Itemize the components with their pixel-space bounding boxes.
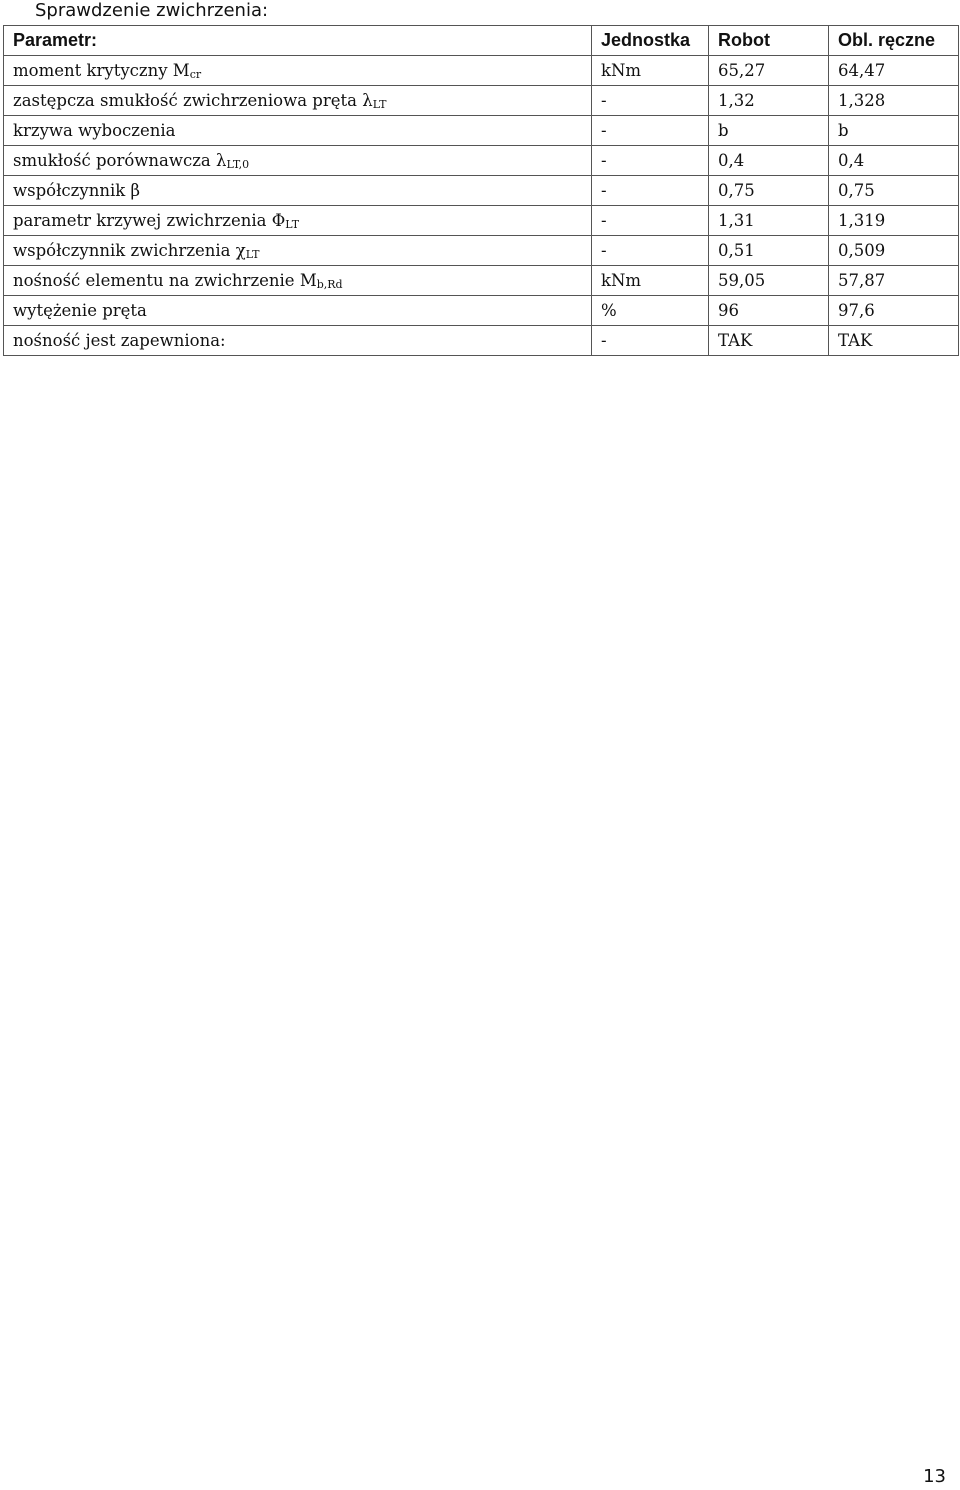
parameter-subscript: cr: [189, 68, 202, 81]
table-row: [4, 116, 959, 146]
cell-unit: -: [592, 116, 709, 146]
parameter-subscript: LT: [285, 218, 300, 231]
table-row: [4, 206, 959, 236]
cell-manual: 0,75: [829, 176, 959, 206]
cell-manual: b: [829, 116, 959, 146]
cell-robot: 0,4: [709, 146, 829, 176]
cell-robot: TAK: [709, 326, 829, 356]
cell-robot: 96: [709, 296, 829, 326]
parameter-subscript: LT: [245, 248, 260, 261]
parameter-label: smukłość porównawcza λ: [13, 151, 227, 170]
table-row: [4, 296, 959, 326]
table-row: [4, 176, 959, 206]
parameter-label: moment krytyczny M: [13, 61, 190, 80]
table-header-row: [4, 26, 959, 56]
cell-robot: 65,27: [709, 56, 829, 86]
header-parameter: Parametr:: [4, 26, 592, 56]
cell-unit: -: [592, 206, 709, 236]
cell-robot: 0,75: [709, 176, 829, 206]
cell-manual: TAK: [829, 326, 959, 356]
cell-unit: -: [592, 326, 709, 356]
cell-parameter: [4, 296, 592, 326]
parameter-label: krzywa wyboczenia: [13, 121, 176, 140]
cell-unit: -: [592, 146, 709, 176]
parameter-subscript: b,Rd: [316, 278, 343, 291]
parameter-label: współczynnik zwichrzenia χ: [13, 241, 246, 260]
cell-manual: 0,4: [829, 146, 959, 176]
cell-manual: 64,47: [829, 56, 959, 86]
cell-parameter: [4, 56, 592, 86]
parameter-label: współczynnik β: [13, 181, 141, 200]
header-unit: Jednostka: [592, 26, 709, 56]
cell-parameter: [4, 206, 592, 236]
cell-robot: 1,32: [709, 86, 829, 116]
cell-manual: 57,87: [829, 266, 959, 296]
cell-manual: 0,509: [829, 236, 959, 266]
table-row: [4, 236, 959, 266]
cell-robot: 0,51: [709, 236, 829, 266]
cell-unit: %: [592, 296, 709, 326]
table-row: [4, 326, 959, 356]
cell-manual: 1,319: [829, 206, 959, 236]
cell-manual: 97,6: [829, 296, 959, 326]
parameter-label: parametr krzywej zwichrzenia Φ: [13, 211, 286, 230]
table-row: [4, 56, 959, 86]
header-robot: Robot: [709, 26, 829, 56]
parameter-label: wytężenie pręta: [13, 301, 147, 320]
cell-parameter: [4, 146, 592, 176]
parameter-subscript: LT: [372, 98, 387, 111]
cell-parameter: [4, 176, 592, 206]
parameter-label: nośność elementu na zwichrzenie M: [13, 271, 317, 290]
cell-unit: -: [592, 176, 709, 206]
parameter-subscript: LT,0: [226, 158, 250, 171]
cell-parameter: [4, 236, 592, 266]
parameter-label: nośność jest zapewniona:: [13, 331, 226, 350]
cell-parameter: [4, 116, 592, 146]
header-manual: Obl. ręczne: [829, 26, 959, 56]
cell-unit: -: [592, 86, 709, 116]
page-number: 13: [923, 1466, 946, 1487]
table-row: [4, 266, 959, 296]
section-title: Sprawdzenie zwichrzenia:: [35, 0, 269, 21]
lateral-torsional-buckling-table: [3, 25, 959, 356]
parameter-label: zastępcza smukłość zwichrzeniowa pręta λ: [13, 91, 373, 110]
cell-parameter: [4, 86, 592, 116]
table-body: [4, 56, 959, 356]
cell-parameter: [4, 326, 592, 356]
cell-unit: kNm: [592, 56, 709, 86]
cell-manual: 1,328: [829, 86, 959, 116]
cell-parameter: [4, 266, 592, 296]
cell-robot: b: [709, 116, 829, 146]
cell-robot: 59,05: [709, 266, 829, 296]
cell-robot: 1,31: [709, 206, 829, 236]
cell-unit: -: [592, 236, 709, 266]
cell-unit: kNm: [592, 266, 709, 296]
table-row: [4, 146, 959, 176]
table-row: [4, 86, 959, 116]
